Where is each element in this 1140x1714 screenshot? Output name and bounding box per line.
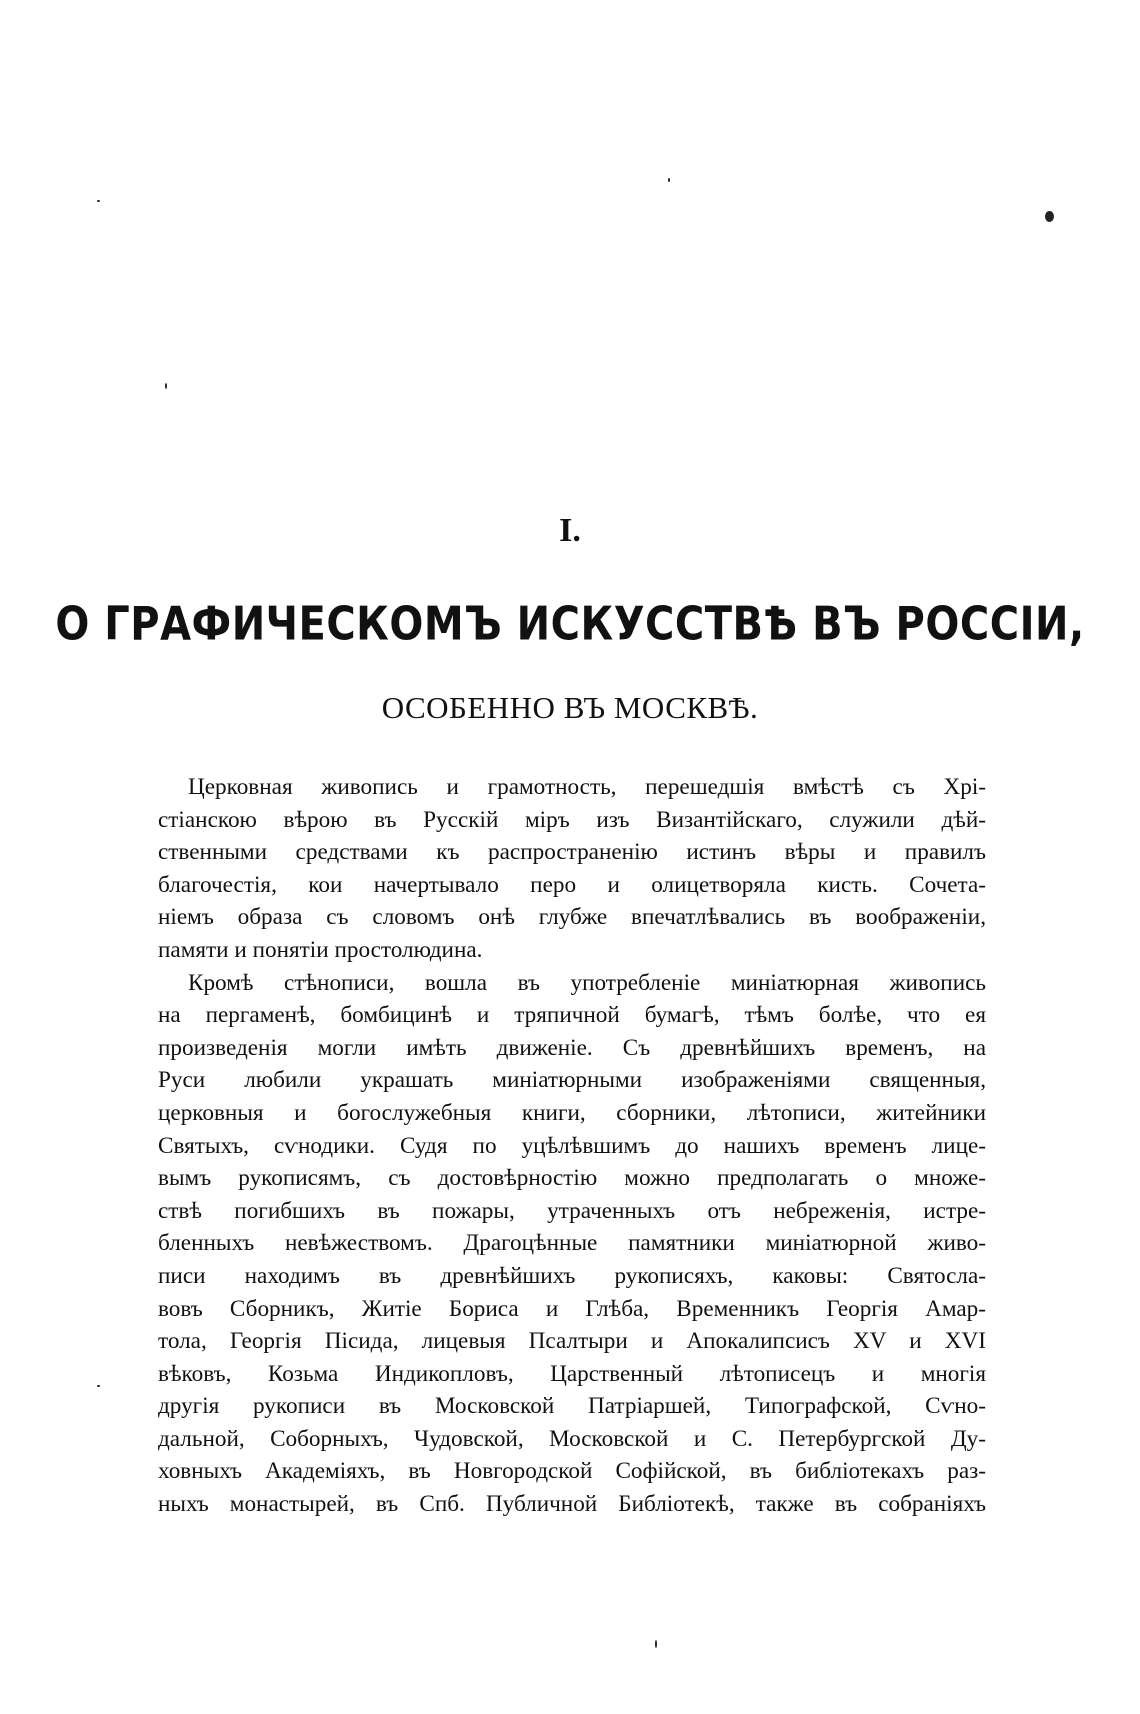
chapter-title: О ГРАФИЧЕСКОМЪ ИСКУССТВѢ ВЪ РОССІИ, xyxy=(55,598,1085,651)
text-line: Руси любили украшать миніатюрными изображеніями священныя, xyxy=(158,1067,986,1094)
text-line: вымъ рукописямъ, съ достовѣрностію можно предполагать о множе- xyxy=(158,1165,986,1192)
scan-speck xyxy=(97,200,100,202)
text-line: писи находимъ въ древнѣйшихъ рукописяхъ, каковы: Святосла- xyxy=(158,1262,986,1289)
paragraph xyxy=(158,967,986,1521)
text-line: вѣковъ, Козьма Индикопловъ, Царственный лѣтописецъ и многія xyxy=(158,1360,986,1387)
text-line: стіанскою вѣрою въ Русскій міръ изъ Византійскаго, служили дѣй- xyxy=(158,806,986,833)
body-text xyxy=(158,771,986,1521)
text-line: ніемъ образа съ словомъ онѣ глубже впечатлѣвались въ воображеніи, xyxy=(158,904,986,931)
text-line: бленныхъ невѣжествомъ. Драгоцѣнные памятники миніатюрной живо- xyxy=(158,1230,986,1257)
scan-speck xyxy=(97,1385,100,1387)
text-line: церковныя и богослужебныя книги, сборники, лѣтописи, житейники xyxy=(158,1099,986,1126)
text-line: Святыхъ, сѵнодики. Судя по уцѣлѣвшимъ до нашихъ временъ лице- xyxy=(158,1132,986,1159)
text-line: Кромѣ стѣнописи, вошла въ употребленіе миніатюрная живопись xyxy=(188,969,986,996)
text-line: вовъ Сборникъ, Житіе Бориса и Глѣба, Временникъ Георгія Амар- xyxy=(158,1295,986,1322)
scan-speck xyxy=(655,1640,657,1648)
text-line: благочестія, кои начертывало перо и олицетворяла кисть. Сочета- xyxy=(158,871,986,898)
text-line: ховныхъ Академіяхъ, въ Новгородской Софійской, въ библіотекахъ раз- xyxy=(158,1458,986,1485)
text-line: дальной, Соборныхъ, Чудовской, Московской и С. Петербургской Ду- xyxy=(158,1425,986,1452)
text-line: ственными средствами къ распространенію истинъ вѣры и правилъ xyxy=(158,839,986,866)
text-line: на пергаменѣ, бомбицинѣ и тряпичной бумагѣ, тѣмъ болѣе, что ея xyxy=(158,1002,986,1029)
text-line: тола, Георгія Пісида, лицевыя Псалтыри и Апокалипсисъ XV и XVI xyxy=(158,1328,986,1355)
text-line: ствѣ погибшихъ въ пожары, утраченныхъ отъ небреженія, истре- xyxy=(158,1197,986,1224)
chapter-subtitle: ОСОБЕННО ВЪ МОСКВѢ. xyxy=(381,690,759,725)
scan-speck xyxy=(668,178,670,182)
scan-speck xyxy=(1045,211,1054,222)
text-line: произведенія могли имѣть движеніе. Съ древнѣйшихъ временъ, на xyxy=(158,1034,986,1061)
text-line: памяти и понятіи простолюдина. xyxy=(158,936,483,963)
text-line: ныхъ монастырей, въ Спб. Публичной Библіотекѣ, также въ собраніяхъ xyxy=(158,1491,986,1518)
chapter-number: I. xyxy=(559,512,581,549)
text-line: Церковная живопись и грамотность, перешедшія вмѣстѣ съ Хрі- xyxy=(188,774,986,800)
paragraph xyxy=(158,771,986,967)
scan-speck xyxy=(165,383,167,389)
text-line: другія рукописи въ Московской Патріаршей, Типографской, Сѵно- xyxy=(158,1393,986,1420)
